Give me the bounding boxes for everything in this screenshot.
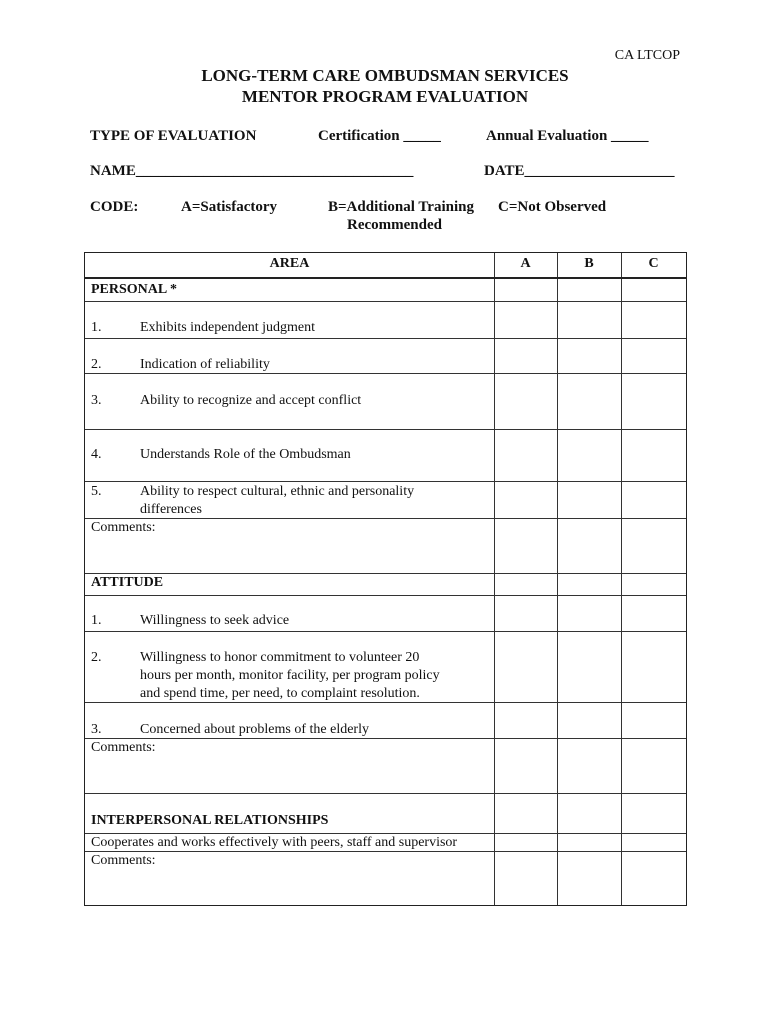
item-number: 2. [91,650,102,665]
area-column-header: AREA [269,256,310,271]
b-column-header: B [584,256,594,271]
code-a-legend: A=Satisfactory [181,199,278,215]
certification-option[interactable]: Certification _____ [318,128,441,144]
comments-label[interactable]: Comments: [91,740,156,755]
row-divider [85,573,686,574]
a-column-header: A [520,256,531,271]
row-divider [85,429,686,430]
row-divider [85,738,686,739]
evaluation-table [84,252,687,906]
row-divider [85,373,686,374]
criterion-text: Indication of reliability [140,357,270,372]
header-divider [85,277,686,279]
row-divider [85,793,686,794]
col-divider-a [494,253,495,905]
criterion-text: Concerned about problems of the elderly [140,722,369,737]
item-number: 2. [91,357,102,372]
criterion-text-line2: hours per month, monitor facility, per program policy [140,668,440,683]
code-c-legend: C=Not Observed [498,199,607,215]
comments-label[interactable]: Comments: [91,853,156,868]
code-b-legend-line2: Recommended [347,217,442,233]
criterion-text: Ability to recognize and accept conflict [140,393,362,408]
col-divider-c [621,253,622,905]
criterion-text-line3: and spend time, per need, to complaint resolution. [140,686,420,701]
code-b-legend: B=Additional Training [328,199,474,215]
name-field[interactable]: NAME_____________________________________ [90,163,414,179]
col-divider-b [557,253,558,905]
row-divider [85,301,686,302]
row-divider [85,338,686,339]
form-title-line1: LONG-TERM CARE OMBUDSMAN SERVICES [201,66,569,85]
section-heading-interpersonal: INTERPERSONAL RELATIONSHIPS [91,813,329,828]
criterion-text: Willingness to seek advice [140,613,290,628]
item-number: 5. [91,484,102,499]
criterion-text: Cooperates and works effectively with peers, staff and supervisor [91,835,458,850]
evaluation-type-label: TYPE OF EVALUATION [90,128,257,144]
item-number: 3. [91,722,102,737]
agency-code: CA LTCOP [614,48,680,63]
c-column-header: C [648,256,659,271]
row-divider [85,595,686,596]
section-heading-personal: PERSONAL * [91,282,177,297]
item-number: 3. [91,393,102,408]
criterion-text: Ability to respect cultural, ethnic and personality [140,484,415,499]
annual-evaluation-option[interactable]: Annual Evaluation _____ [486,128,649,144]
row-divider [85,481,686,482]
row-divider [85,631,686,632]
comments-label[interactable]: Comments: [91,520,156,535]
row-divider [85,702,686,703]
item-number: 1. [91,613,102,628]
section-heading-attitude: ATTITUDE [91,575,164,590]
item-number: 1. [91,320,102,335]
criterion-text: Understands Role of the Ombudsman [140,447,351,462]
row-divider [85,851,686,852]
item-number: 4. [91,447,102,462]
criterion-text: Exhibits independent judgment [140,320,315,335]
code-label: CODE: [90,199,139,215]
date-field[interactable]: DATE____________________ [484,163,675,179]
row-divider [85,833,686,834]
row-divider [85,518,686,519]
criterion-text-line2: differences [140,502,202,517]
criterion-text: Willingness to honor commitment to volunteer 20 [140,650,420,665]
form-title-line2: MENTOR PROGRAM EVALUATION [241,87,529,106]
